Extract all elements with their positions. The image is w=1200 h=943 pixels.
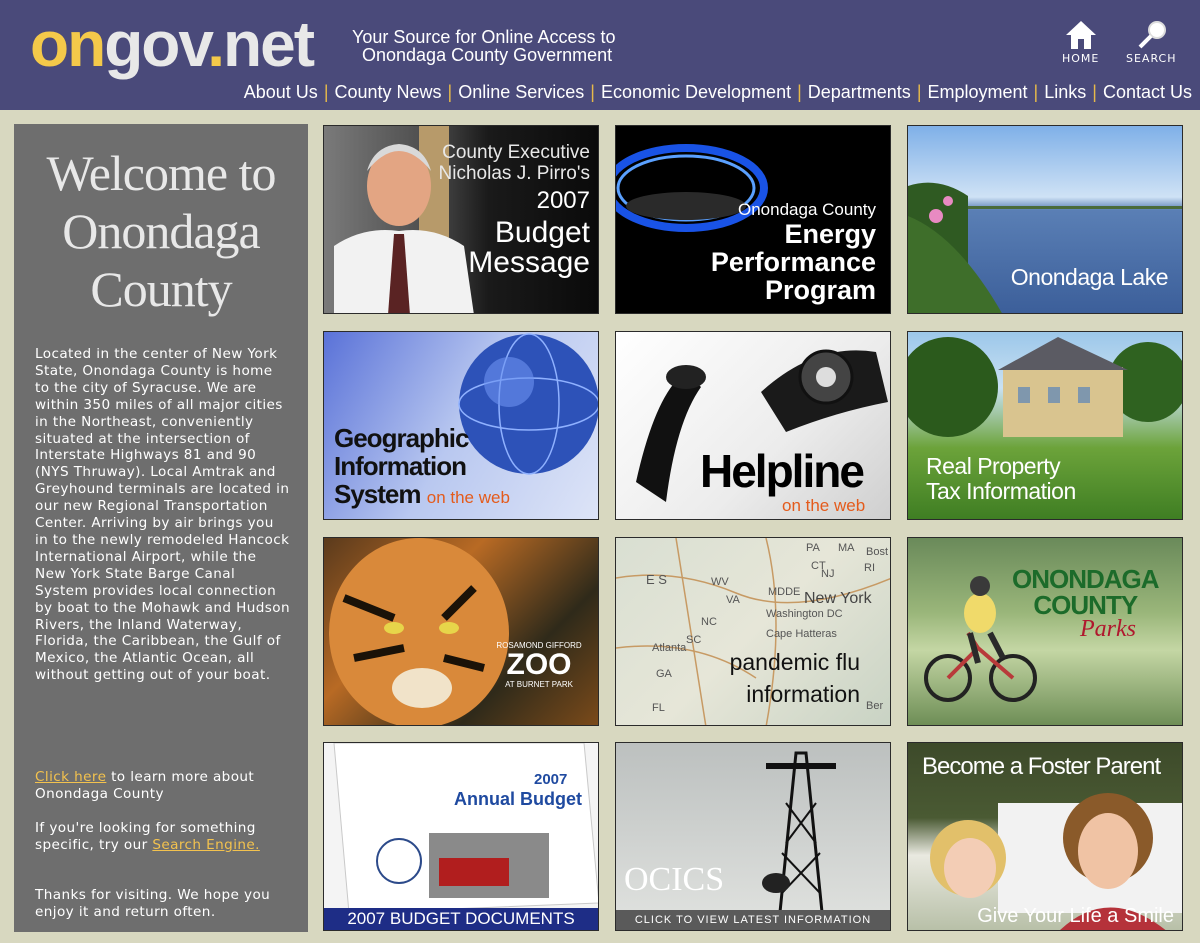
tile-energy-program[interactable] bbox=[615, 125, 891, 314]
intro-paragraph: Located in the center of New York State, Onondaga County is home to the city of Syracuse. We are within 350 miles of all major cities in the Northeast, conveniently situated at the intersection of Interstate Highways 81 and 90 (NYS Thruway). Local Amtrak and Greyhound terminals are located in our new Regional Transportation Center. Arriving by air brings you in to the newly remodeled Hancock International Airport, while the New York State Barge Canal System provides local connection by boat to the Mohawk and Hudson Rivers, the Inland Waterway, Florida, the Caribbean, the Gulf of Mexico, the Atlantic Ocean, all without getting out of your boat. bbox=[35, 346, 290, 684]
search-button[interactable] bbox=[1126, 20, 1177, 65]
tile-property-tax[interactable] bbox=[907, 331, 1183, 520]
zoo-line-2: ZOO bbox=[506, 648, 572, 681]
map-label: Cape Hatteras bbox=[766, 628, 837, 640]
budget-message-line-5: Message bbox=[468, 246, 590, 279]
search-engine-link[interactable]: Search Engine. bbox=[152, 836, 260, 853]
learn-more-paragraph bbox=[35, 769, 290, 803]
parks-line-2: COUNTY bbox=[1033, 590, 1138, 620]
budget-docs-bar: 2007 BUDGET DOCUMENTS bbox=[324, 908, 598, 930]
nav-departments[interactable]: Departments bbox=[807, 82, 911, 102]
nav-separator: | bbox=[1033, 82, 1039, 102]
nav-employment[interactable]: Employment bbox=[927, 82, 1028, 102]
map-label: MDDE bbox=[768, 586, 801, 598]
tile-budget-documents[interactable] bbox=[323, 742, 599, 931]
nav-separator: | bbox=[323, 82, 329, 102]
nav-separator: | bbox=[916, 82, 922, 102]
nav-county-news[interactable]: County News bbox=[334, 82, 442, 102]
tile-foster-parent[interactable] bbox=[907, 742, 1183, 931]
click-here-link[interactable]: Click here bbox=[35, 769, 107, 785]
parks-logo bbox=[1012, 566, 1159, 618]
energy-line-4: Program bbox=[764, 275, 876, 305]
home-label: HOME bbox=[1062, 52, 1100, 65]
zoo-logo bbox=[484, 641, 594, 689]
welcome-heading bbox=[14, 144, 308, 318]
nav-separator: | bbox=[797, 82, 802, 102]
energy-line-2: Energy bbox=[784, 219, 876, 249]
logo-gov: gov bbox=[104, 8, 208, 80]
budget-docs-year: 2007 bbox=[534, 771, 568, 788]
gis-line-3: System bbox=[334, 479, 421, 509]
map-label: Atlanta bbox=[652, 642, 687, 654]
logo-on: on bbox=[30, 8, 105, 80]
tile-onondaga-lake[interactable] bbox=[907, 125, 1183, 314]
radio-tower-icon bbox=[616, 743, 891, 931]
thanks-paragraph: Thanks for visiting. We hope you enjoy it and return often. bbox=[35, 887, 271, 920]
welcome-line-3: County bbox=[90, 261, 232, 317]
search-label: SEARCH bbox=[1126, 52, 1177, 65]
flu-caption bbox=[690, 646, 860, 710]
home-icon bbox=[1064, 20, 1098, 50]
map-label: RI bbox=[864, 562, 875, 574]
search-paragraph bbox=[35, 820, 290, 854]
nav-links[interactable]: Links bbox=[1044, 82, 1087, 102]
nav-about-us[interactable]: About Us bbox=[243, 82, 318, 102]
main-nav bbox=[244, 82, 1192, 103]
search-icon bbox=[1134, 20, 1168, 50]
property-caption bbox=[926, 454, 1076, 504]
gis-line-1: Geographic bbox=[334, 423, 469, 453]
helpline-sub: on the web bbox=[782, 496, 866, 515]
nav-online-services[interactable]: Online Services bbox=[458, 82, 585, 102]
budget-message-line-4: Budget bbox=[494, 216, 590, 249]
map-label: VA bbox=[726, 594, 740, 606]
gis-line-2: Information bbox=[334, 451, 466, 481]
tile-helpline[interactable] bbox=[615, 331, 891, 520]
home-button[interactable] bbox=[1062, 20, 1099, 65]
nav-economic-development[interactable]: Economic Development bbox=[600, 82, 792, 102]
parks-line-1: ONONDAGA bbox=[1012, 564, 1159, 594]
tile-county-parks[interactable] bbox=[907, 537, 1183, 726]
map-label: SC bbox=[686, 634, 702, 646]
property-line-1: Real Property bbox=[926, 453, 1061, 479]
tile-budget-message[interactable] bbox=[323, 125, 599, 314]
foster-title: Become a Foster Parent bbox=[922, 753, 1161, 780]
budget-message-line-2: Nicholas J. Pirro's bbox=[438, 163, 590, 184]
map-label: NJ bbox=[821, 568, 835, 580]
tiger-image bbox=[324, 538, 599, 726]
budget-message-year: 2007 bbox=[536, 187, 590, 214]
site-tagline bbox=[352, 28, 615, 64]
gis-sub: on the web bbox=[426, 488, 510, 507]
logo-dot: . bbox=[207, 8, 223, 80]
welcome-line-1: Welcome to bbox=[46, 145, 276, 201]
lake-label: Onondaga Lake bbox=[1010, 264, 1168, 290]
map-label: MA bbox=[838, 542, 855, 554]
tile-zoo[interactable] bbox=[323, 537, 599, 726]
energy-line-3: Performance bbox=[710, 247, 876, 277]
tagline-line-1: Your Source for Online Access to bbox=[352, 27, 616, 47]
ocics-title: OCICS bbox=[624, 861, 725, 898]
nav-separator: | bbox=[447, 82, 453, 102]
map-label: E S bbox=[646, 572, 667, 587]
map-label: Ber bbox=[866, 700, 884, 712]
map-label: NC bbox=[701, 616, 717, 628]
zoo-line-3: AT BURNET PARK bbox=[505, 680, 573, 689]
energy-line-1: Onondaga County bbox=[738, 200, 876, 219]
nav-separator: | bbox=[590, 82, 595, 102]
map-label: FL bbox=[652, 702, 665, 714]
budget-message-caption bbox=[439, 142, 590, 278]
energy-caption bbox=[711, 200, 876, 304]
site-logo[interactable] bbox=[30, 4, 313, 84]
map-label: Bost bbox=[866, 546, 889, 558]
zoo-line-1: ROSAMOND GIFFORD bbox=[496, 641, 582, 650]
map-label: WV bbox=[711, 576, 729, 588]
budget-docs-title: Annual Budget bbox=[454, 789, 582, 809]
parks-script: Parks bbox=[1080, 616, 1136, 642]
site-header bbox=[0, 0, 1200, 110]
search-prefix-text: If you're looking for something specific, try our bbox=[35, 820, 256, 853]
ocics-bar: CLICK TO VIEW LATEST INFORMATION bbox=[616, 910, 890, 930]
gis-caption bbox=[334, 424, 510, 512]
helpline-title: Helpline bbox=[700, 445, 863, 497]
flu-line-2: information bbox=[746, 681, 860, 707]
nav-separator: | bbox=[1092, 82, 1097, 102]
map-label: GA bbox=[656, 668, 672, 680]
tile-pandemic-flu[interactable] bbox=[615, 537, 891, 726]
learn-more-text: to learn more about Onondaga County bbox=[35, 769, 255, 802]
tile-gis[interactable] bbox=[323, 331, 599, 520]
map-label: CT bbox=[811, 560, 826, 572]
logo-net: net bbox=[223, 8, 313, 80]
tile-ocics[interactable] bbox=[615, 742, 891, 931]
map-label: Washington DC bbox=[766, 608, 843, 620]
welcome-panel bbox=[14, 124, 308, 932]
tagline-line-2: Onondaga County Government bbox=[362, 45, 613, 65]
flu-line-1: pandemic flu bbox=[729, 649, 860, 675]
map-label: New York bbox=[804, 590, 872, 607]
nav-contact-us[interactable]: Contact Us bbox=[1102, 82, 1192, 102]
property-line-2: Tax Information bbox=[926, 478, 1076, 504]
welcome-line-2: Onondaga bbox=[62, 203, 260, 259]
budget-message-line-1: County Executive bbox=[442, 142, 590, 163]
foster-sub: Give Your Life a Smile bbox=[977, 905, 1174, 927]
map-label: PA bbox=[806, 542, 820, 554]
